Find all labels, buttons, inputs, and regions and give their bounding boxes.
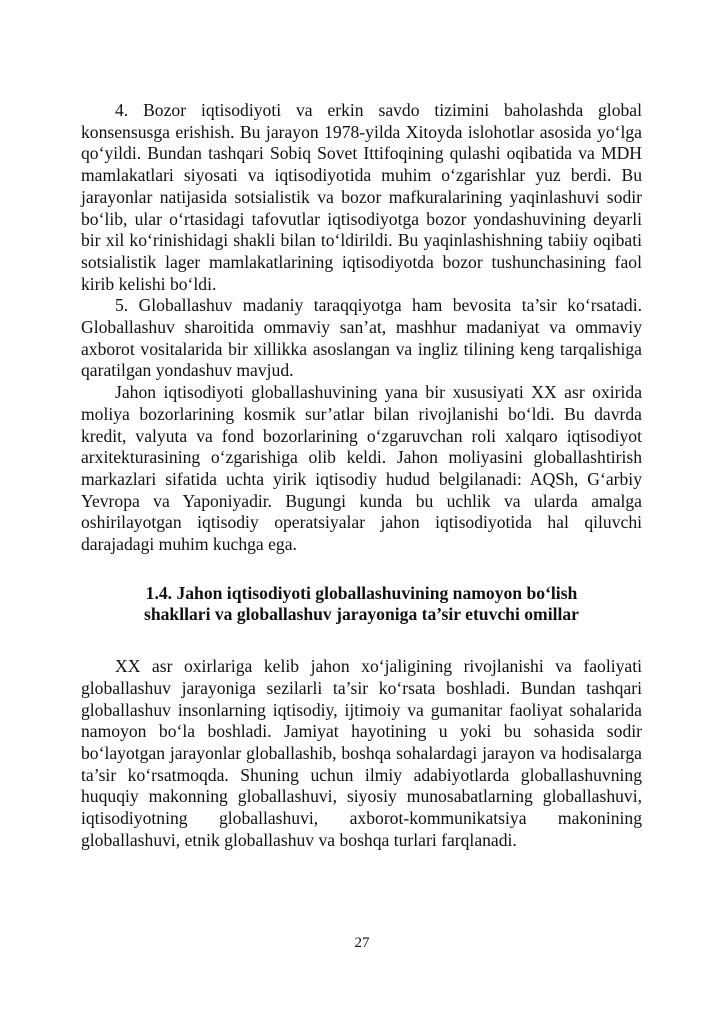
paragraph-globallashuv-turlari: XX asr oxirlariga kelib jahon xo‘jaligining rivojlanishi va faoliyati globallashuv jarayoniga sezilarli ta’sir ko‘rsata boshladi. Bundan tashqari globallashuv insonlarning iqtisodiy, ijtimoiy va gumanitar faoliyat sohalarida namoyon bo‘la boshladi. Jamiyat hayotining u yoki bu sohasida sodir bo‘layotgan jarayonlar globallashib, boshqa sohalardagi jarayon va hodisalarga ta’sir ko‘rsatmoqda. Shuning uchun ilmiy adabiyotlarda globallashuvning huquqiy makonning globallashuvi, siyosiy munosabatlarning globallashuvi, iqtisodiyotning globallashuvi, axborot-kommunikatsiya makonining globallashuvi, etnik globallashuv va boshqa turlari farqlanadi. xyxy=(81,656,642,850)
section-heading xyxy=(81,583,642,626)
page-body xyxy=(81,100,642,852)
section-heading-line-2: shakllari va globallashuv jarayoniga ta’sir etuvchi omillar xyxy=(144,604,579,625)
section-heading-line-1: 1.4. Jahon iqtisodiyoti globallashuvining namoyon bo‘lish xyxy=(145,582,578,603)
paragraph-bozor-iqtisodiyoti: 4. Bozor iqtisodiyoti va erkin savdo tizimini baholashda global konsensusga erishish. Bu jarayon 1978-yilda Xitoyda islohotlar asosida yo‘lga qo‘yildi. Bundan tashqari Sobiq Sovet Ittifoqining qulashi oqibatida va MDH mamlakatlari siyosati va iqtisodiyotida muhim o‘zgarishlar yuz berdi. Bu jarayonlar natijasida sotsialistik va bozor mafkuralarining yaqinlashuvi sodir bo‘lib, ular o‘rtasidagi tafovutlar iqtisodiyotga bozor yondashuvining deyarli bir xil ko‘rinishidagi shakli bilan to‘ldirildi. Bu yaqinlashishning tabiiy oqibati sotsialistik lager mamlakatlarining iqtisodiyotda bozor tushunchasining faol kirib kelishi bo‘ldi. xyxy=(81,100,642,294)
paragraph-madaniy-taraqqiyot: 5. Globallashuv madaniy taraqqiyotga ham bevosita ta’sir ko‘rsatadi. Globallashuv sharoitida ommaviy san’at, mashhur madaniyat va ommaviy axborot vositalarida bir xillikka asoslangan va ingliz tilining keng tarqalishiga qaratilgan yondashuv mavjud. xyxy=(81,295,642,381)
page-number: 27 xyxy=(354,935,370,951)
paragraph-moliya-bozorlari: Jahon iqtisodiyoti globallashuvining yana bir xususiyati XX asr oxirida moliya bozorlarining kosmik sur’atlar bilan rivojlanishi bo‘ldi. Bu davrda kredit, valyuta va fond bozorlarining o‘zgaruvchan roli xalqaro iqtisodiyot arxitekturasining o‘zgarishiga olib keldi. Jahon moliyasini globallashtirish markazlari sifatida uchta yirik iqtisodiy hudud belgilanadi: AQSh, G‘arbiy Yevropa va Yaponiyadir. Bugungi kunda bu uchlik va ularda amalga oshirilayotgan iqtisodiy operatsiyalar jahon iqtisodiyotida hal qiluvchi darajadagi muhim kuchga ega. xyxy=(81,382,642,555)
